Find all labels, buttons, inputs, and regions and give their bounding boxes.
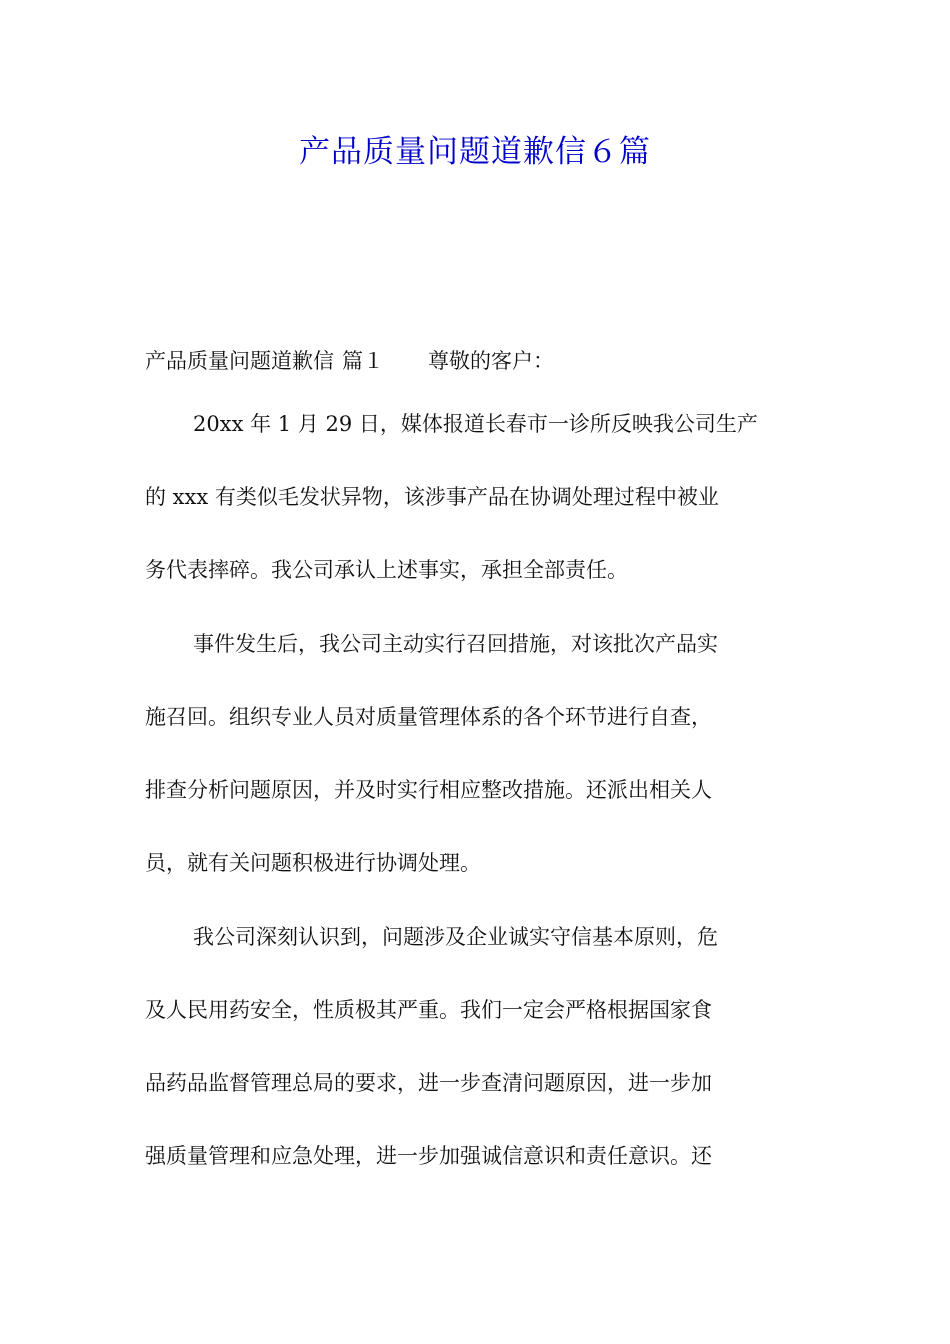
- paragraph-line: 强质量管理和应急处理，进一步加强诚信意识和责任意识。还: [145, 1144, 712, 1168]
- paragraph-line: 施召回。组织专业人员对质量管理体系的各个环节进行自查，: [145, 705, 712, 729]
- paragraph-2: [145, 625, 810, 917]
- section-number: 篇１: [342, 349, 384, 373]
- paragraph-3: [145, 918, 810, 1210]
- paragraph-line: 及人民用药安全，性质极其严重。我们一定会严格根据国家食: [145, 998, 712, 1022]
- paragraph-line: 品药品监督管理总局的要求，进一步查清问题原因，进一步加: [145, 1071, 712, 1095]
- paragraph-line: 排查分析问题原因，并及时实行相应整改措施。还派出相关人: [145, 778, 712, 802]
- paragraph-line: 的 xxx 有类似毛发状异物，该涉事产品在协调处理过程中被业: [145, 485, 719, 509]
- paragraph-line: 我公司深刻认识到，问题涉及企业诚实守信基本原则，危: [193, 925, 718, 949]
- paragraph-line: 员，就有关问题积极进行协调处理。: [145, 851, 481, 875]
- paragraph-line: 20xx 年 1 月 29 日，媒体报道长春市一诊所反映我公司生产: [193, 412, 758, 436]
- letter-intro-line: [145, 346, 810, 376]
- document-title: 产品质量问题道歉信６篇: [299, 134, 651, 170]
- paragraph-line: 事件发生后，我公司主动实行召回措施，对该批次产品实: [193, 632, 718, 656]
- salutation: 尊敬的客户：: [428, 349, 554, 373]
- section-label: 产品质量问题道歉信: [145, 349, 334, 373]
- paragraph-1: [145, 405, 810, 624]
- paragraph-line: 务代表摔碎。我公司承认上述事实，承担全部责任。: [145, 558, 628, 582]
